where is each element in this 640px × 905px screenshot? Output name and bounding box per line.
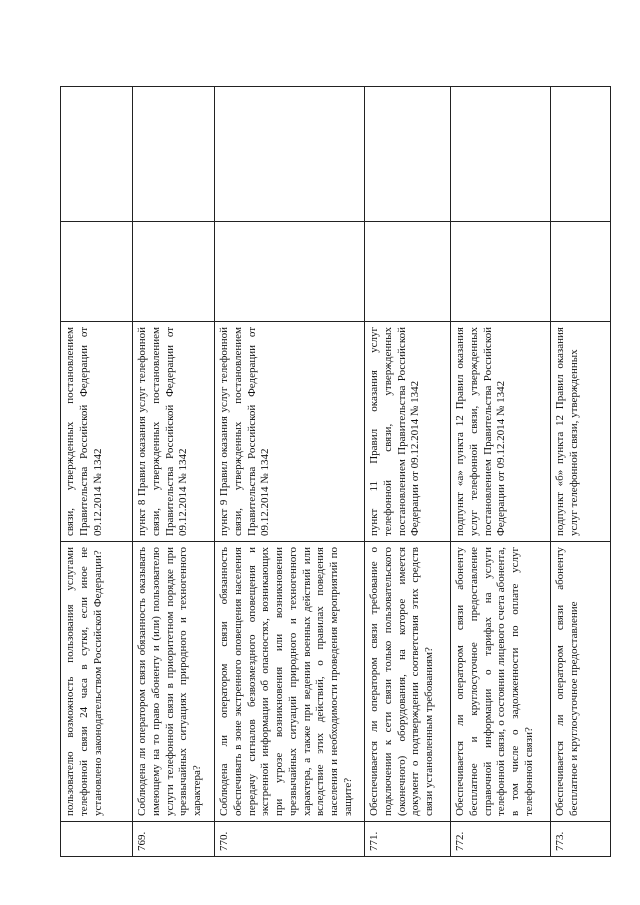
table-row	[215, 87, 365, 857]
row-number: 773.	[551, 822, 611, 857]
reference-cell: связи, утвержденных постановлением Правительства Российской Федерации от 09.12.2014 № 1342	[61, 322, 133, 542]
row-number: 772.	[451, 822, 551, 857]
empty-cell	[365, 87, 451, 222]
table-row	[451, 87, 551, 857]
question-cell: Обеспечивается ли оператором связи абоненту бесплатное и круглосуточное предоставление	[551, 542, 611, 822]
empty-cell	[451, 222, 551, 322]
reference-cell: подпункт «а» пункта 12 Правил оказания услуг телефонной связи, утвержденных постановлением Правительства Российской Федерации от 09.12.2014 № 1342	[451, 322, 551, 542]
reference-cell: пункт 8 Правил оказания услуг телефонной связи, утвержденных постановлением Правительства Российской Федерации от 09.12.2014 № 1342	[133, 322, 215, 542]
reference-cell: пункт 9 Правил оказания услуг телефонной связи, утвержденных постановлением Правительства Российской Федерации от 09.12.2014 № 1342	[215, 322, 365, 542]
empty-cell	[551, 222, 611, 322]
row-number	[61, 822, 133, 857]
empty-cell	[215, 87, 365, 222]
question-cell: Обеспечивается ли оператором связи требование о подключении к сети связи только пользовательского (оконечного) оборудования, на которое имеется документ о подтверждении соответствия этих средств связи установленным требованиям?	[365, 542, 451, 822]
empty-cell	[365, 222, 451, 322]
row-number: 771.	[365, 822, 451, 857]
table-row	[551, 87, 611, 857]
question-cell: Соблюдена ли оператором связи обязанность оказывать имеющему на то право абоненту и (или) пользователю услуги телефонной связи в приоритетном порядке при чрезвычайных ситуациях природного и техногенного характера?	[133, 542, 215, 822]
empty-cell	[133, 222, 215, 322]
empty-cell	[551, 87, 611, 222]
checklist-table	[60, 86, 611, 857]
empty-cell	[133, 87, 215, 222]
row-number: 770.	[215, 822, 365, 857]
table-row	[365, 87, 451, 857]
empty-cell	[451, 87, 551, 222]
reference-cell: пункт 11 Правил оказания услуг телефонной связи, утвержденных постановлением Правительства Российской Федерации от 09.12.2014 № 1342	[365, 322, 451, 542]
empty-cell	[61, 222, 133, 322]
reference-cell: подпункт «б» пункта 12 Правил оказания услуг телефонной связи, утвержденных	[551, 322, 611, 542]
table-row	[133, 87, 215, 857]
question-cell: Соблюдена ли оператором связи обязанность обеспечивать в зоне экстренного оповещения населения передачу сигналов безвозмездного оповещения и экстренной информации об опасностях, возникающих при угрозе возникновения или возникновении чрезвычайных ситуаций природного и техногенного характера, а также при ведении военных действий или вследствие этих действий, о правилах поведения населения и необходимости проведения мероприятий по защите?	[215, 542, 365, 822]
rotated-document-page	[60, 87, 610, 857]
empty-cell	[215, 222, 365, 322]
question-cell: пользователю возможность пользования услугами телефонной связи 24 часа в сутки, если иное не установлено законодательством Российской Федерации?	[61, 542, 133, 822]
table-row	[61, 87, 133, 857]
row-number: 769.	[133, 822, 215, 857]
empty-cell	[61, 87, 133, 222]
question-cell: Обеспечивается ли оператором связи абоненту бесплатное и круглосуточное предоставление справочной информации о тарифах на услуги телефонной связи, о состоянии лицевого счета абонента, в том числе о задолженности по оплате услуг телефонной связи?	[451, 542, 551, 822]
